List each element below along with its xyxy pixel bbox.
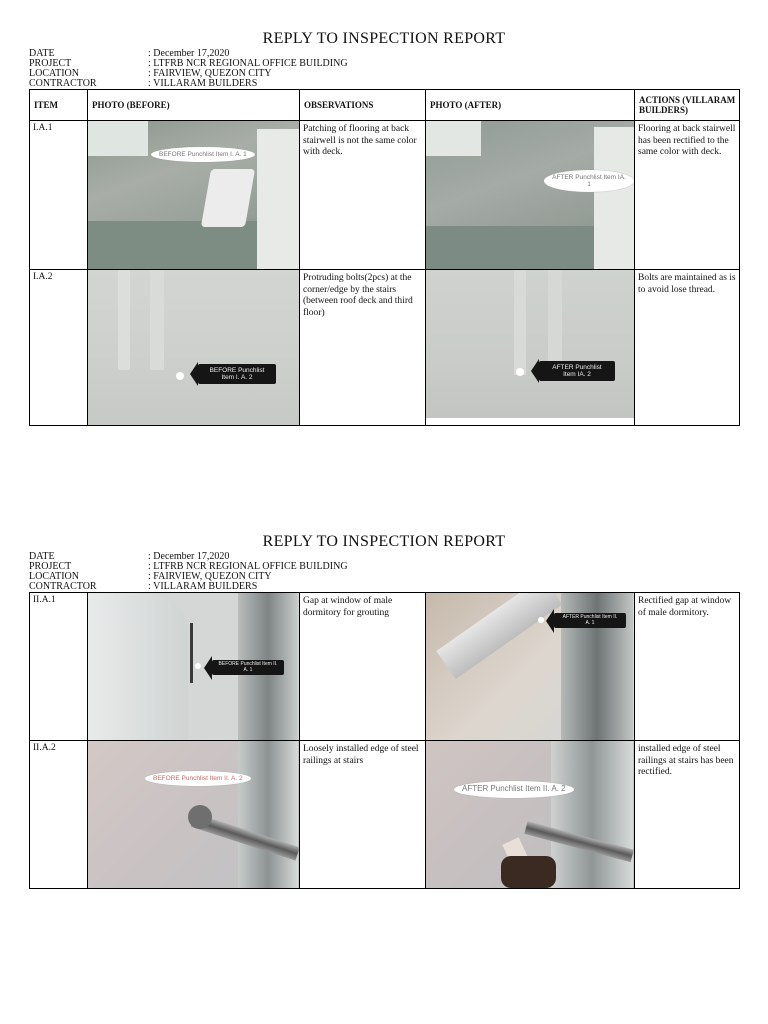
table-row [30, 270, 740, 426]
post [548, 270, 562, 375]
observation-text: Patching of flooring at back stairwell is not the same color with deck. [300, 121, 426, 270]
report-info [29, 552, 739, 592]
after-tag: AFTER Punchlist Item IA. 1 [544, 170, 634, 192]
info-row-date [29, 552, 739, 562]
info-value: : FAIRVIEW, QUEZON CITY [148, 68, 272, 79]
inspection-table [29, 592, 740, 889]
info-value: : FAIRVIEW, QUEZON CITY [148, 571, 272, 582]
item-code: II.A.1 [30, 593, 88, 741]
report-info [29, 49, 739, 89]
after-tag: AFTER Punchlist Item II. A. 1 [554, 613, 626, 628]
post [150, 270, 164, 370]
photo-before [88, 593, 299, 740]
photo-before [88, 270, 299, 425]
photo-after-cell [426, 741, 635, 889]
observation-text: Protruding bolts(2pcs) at the corner/edge by the stairs (between roof deck and third floor) [300, 270, 426, 426]
photo-before-cell [88, 270, 300, 426]
before-tag: BEFORE Punchlist Item I. A. 2 [198, 364, 276, 384]
pipe [88, 593, 188, 740]
caulk-gun [436, 593, 562, 679]
photo-after [426, 270, 634, 418]
table-header-row [30, 90, 740, 121]
info-label: DATE [29, 48, 55, 59]
item-code: II.A.2 [30, 741, 88, 889]
item-code: I.A.2 [30, 270, 88, 426]
post [118, 270, 130, 370]
table-row [30, 593, 740, 741]
observation-text: Loosely installed edge of steel railings at stairs [300, 741, 426, 889]
info-value: : VILLARAM BUILDERS [148, 78, 258, 89]
inspection-table [29, 89, 740, 426]
info-row-contractor [29, 582, 739, 592]
wall-patch [426, 121, 481, 156]
photo-before [88, 121, 299, 269]
column-header-photo-before: PHOTO (BEFORE) [88, 90, 300, 121]
photo-after-cell [426, 593, 635, 741]
observation-text: Gap at window of male dormitory for grouting [300, 593, 426, 741]
window-frame [551, 741, 633, 888]
before-tag: BEFORE Punchlist Item I. A. 1 [151, 147, 255, 162]
wall-patch [88, 121, 148, 156]
photo-after [426, 593, 634, 740]
report-title: REPLY TO INSPECTION REPORT [262, 30, 506, 47]
marker-dot [195, 663, 201, 669]
column-header-item: ITEM [30, 90, 88, 121]
info-label: CONTRACTOR [29, 581, 97, 592]
photo-after-cell [426, 121, 635, 270]
wall-column [594, 127, 634, 269]
table-row [30, 121, 740, 270]
report-title: REPLY TO INSPECTION REPORT [262, 533, 506, 550]
window-frame [238, 741, 298, 888]
report-section-2 [29, 532, 739, 889]
info-value: : December 17,2020 [148, 48, 230, 59]
before-tag: BEFORE Punchlist Item II. A. 1 [212, 660, 284, 675]
before-tag: BEFORE Punchlist Item II. A. 2 [145, 771, 251, 786]
info-row-date [29, 49, 739, 59]
photo-before-cell [88, 593, 300, 741]
info-row-contractor [29, 79, 739, 89]
post [514, 270, 526, 375]
report-section-1 [29, 29, 739, 426]
info-value: : LTFRB NCR REGIONAL OFFICE BUILDING [148, 561, 348, 572]
info-value: : December 17,2020 [148, 551, 230, 562]
marker-dot [516, 368, 524, 376]
info-label: LOCATION [29, 571, 79, 582]
photo-after-cell [426, 270, 635, 426]
info-row-project [29, 59, 739, 69]
marker-dot [176, 372, 184, 380]
railing-flange [188, 805, 212, 829]
marker-dot [538, 617, 544, 623]
window-gap [190, 623, 193, 683]
action-text: Flooring at back stairwell has been rectified to the same color with deck. [635, 121, 740, 270]
photo-before-cell [88, 121, 300, 270]
info-label: LOCATION [29, 68, 79, 79]
info-row-location [29, 572, 739, 582]
info-value: : VILLARAM BUILDERS [148, 581, 258, 592]
hand [501, 856, 556, 888]
info-label: PROJECT [29, 58, 72, 69]
info-value: : LTFRB NCR REGIONAL OFFICE BUILDING [148, 58, 348, 69]
wall-column [257, 129, 299, 269]
action-text: Rectified gap at window of male dormitory. [635, 593, 740, 741]
info-label: DATE [29, 551, 55, 562]
item-code: I.A.1 [30, 121, 88, 270]
info-row-project [29, 562, 739, 572]
after-tag: AFTER Punchlist Item IA. 2 [539, 361, 615, 381]
action-text: Bolts are maintained as is to avoid lose thread. [635, 270, 740, 426]
info-label: CONTRACTOR [29, 78, 97, 89]
column-header-photo-after: PHOTO (AFTER) [426, 90, 635, 121]
photo-after [426, 121, 634, 269]
info-row-location [29, 69, 739, 79]
column-header-actions: ACTIONS (VILLARAM BUILDERS) [635, 90, 740, 121]
after-tag: AFTER Punchlist Item II. A. 2 [454, 781, 574, 798]
photo-before [88, 741, 299, 888]
photo-before-cell [88, 741, 300, 889]
table-row [30, 741, 740, 889]
column-header-observations: OBSERVATIONS [300, 90, 426, 121]
patch-mark [201, 169, 255, 227]
photo-after [426, 741, 634, 888]
action-text: installed edge of steel railings at stairs has been rectified. [635, 741, 740, 889]
info-label: PROJECT [29, 561, 72, 572]
